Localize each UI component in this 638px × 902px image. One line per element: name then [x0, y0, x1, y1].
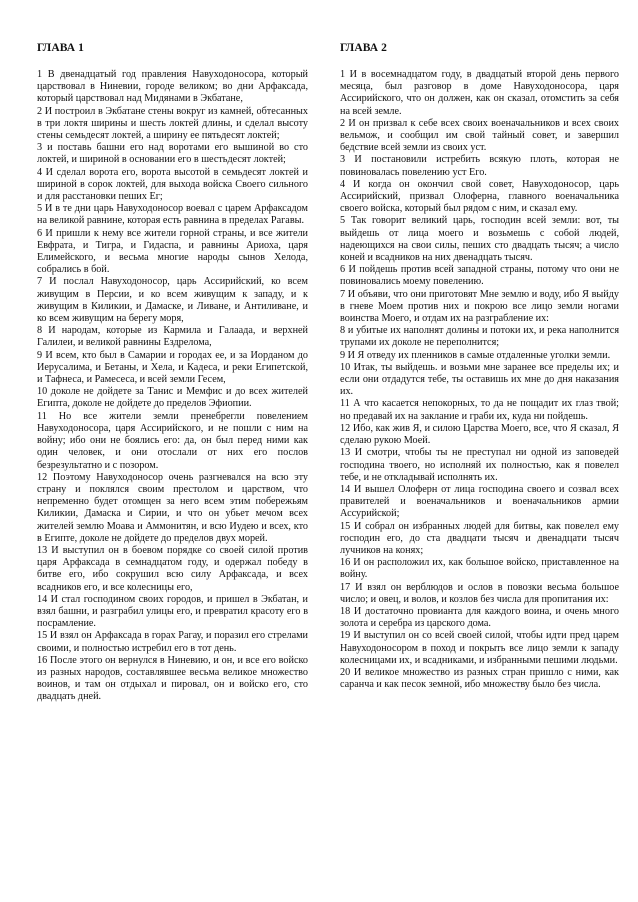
verse: 8 И народам, которые из Кармила и Галаада, и верхней Галилеи, и великой равнины Ездрелома, — [37, 325, 308, 349]
verse: 12 Ибо, как жив Я, и силою Царства Моего, все, что Я сказал, Я сделаю рукою Моей. — [340, 422, 619, 447]
verse: 2 И он призвал к себе всех своих военачальников и всех своих вельмож, и сообщил им свой тайный совет, и завершил бедствие всей земли из своих уст. — [340, 117, 619, 154]
verse: 13 И выступил он в боевом порядке со своей силой против царя Арфаксада в семнадцатом году, и одержал победу в битве его, ибо сокрушил всю силу Арфаксада, и всех всадников его, и все колесницы его, — [37, 544, 308, 593]
verse: 4 И когда он окончил свой совет, Навуходоносор, царь Ассирийский, призвал Олоферна, главного военачальника своего войска, который был рядом с ним, и сказал ему. — [340, 178, 619, 215]
verse: 1 В двенадцатый год правления Навуходоносора, который царствовал в Ниневии, городе великом; во дни Арфаксада, который царствовал над Мидянами в Экбатане, — [37, 69, 308, 105]
verse: 3 и поставь башни его над воротами его вышиной во сто локтей, и шириной в основании его в шестьдесят локтей; — [37, 142, 308, 166]
verse: 14 И вышел Олоферн от лица господина своего и созвал всех правителей и военачальников и военачальников армии Ассурийской; — [340, 483, 619, 520]
verse: 3 И постановили истребить всякую плоть, которая не повиновалась повелению уст Его. — [340, 154, 619, 178]
verse: 9 И всем, кто был в Самарии и городах ее, и за Иорданом до Иерусалима, и Бетаны, и Хела, и Кадеса, и реки Египетской, и Тафнеса, и Рамесеса, и всей земли Гесем, — [37, 349, 308, 386]
verse: 5 Так говорит великий царь, господин всей земли: вот, ты выйдешь от лица моего и возьмешь с собой людей, надеющихся на свои силы, пеших сто двадцать тысяч; а число коней и всадников на них двенадцать тысяч. — [340, 215, 619, 264]
verse: 4 И сделал ворота его, ворота высотой в семьдесят локтей и шириной в сорок локтей, для выхода войска Своего сильного и для расстановки пеших Ег; — [37, 166, 308, 203]
chapter-2-column — [340, 41, 619, 902]
verse: 6 И пойдешь против всей западной страны, потому что они не повиновались моему повелению. — [340, 264, 619, 288]
verse: 11 Но все жители земли пренебрегли повелением Навуходоносора, царя Ассирийского, и не пошли с ним на войну; ибо они не боялись его: да, он был перед ними как один человек, и они отослали от них его послов безрезультатно и с позором. — [37, 410, 308, 471]
verse: 1 И в восемнадцатом году, в двадцатый второй день первого месяца, был разговор в доме Навуходоносора, царя Ассирийского, что он должен, как он сказал, отомстить за себя на всей земле. — [340, 69, 619, 117]
chapter-1-text — [37, 69, 308, 704]
verse: 12 Поэтому Навуходоносор очень разгневался на всю эту страну и поклялся своим престолом и царством, что непременно будет отомщен за него всем этим побережьям Киликии, Дамаска и Сирии, и что он убьет мечом всех жителей землю Моава и Аммонитян, и всю Иудею и всех, кто в Египте, доколе не дойдете до пределов двух морей. — [37, 471, 308, 544]
verse: 19 И выступил он со всей своей силой, чтобы идти пред царем Навуходоносором в поход и покрыть все лицо земли к западу колесницами их, и всадниками, и избранными пешими людьми. — [340, 630, 619, 666]
chapter-1-title: ГЛАВА 1 — [37, 42, 85, 54]
verse: 17 И взял он верблюдов и ослов в повозки весьма большое число; и овец, и волов, и козлов без числа для пропитания их: — [340, 581, 619, 605]
verse: 15 И взял он Арфаксада в горах Рагау, и поразил его стрелами своими, и полностью истребил его в тот день. — [37, 630, 308, 654]
verse: 8 и убитые их наполнят долины и потоки их, и река наполнится трупами их доколе не переполнится; — [340, 325, 619, 349]
verse: 16 После этого он вернулся в Ниневию, и он, и все его войско из разных народов, составлявшее весьма великое множество воинов, и там он отдыхал и пировал, он и войско его, сто двадцать дней. — [37, 654, 308, 703]
chapter-2-title: ГЛАВА 2 — [340, 42, 388, 54]
verse: 11 А что касается непокорных, то да не пощадит их глаз твой; но предавай их на заклание и граби их, куда ни пойдешь. — [340, 398, 619, 422]
verse: 14 И стал господином своих городов, и пришел в Экбатан, и взял башни, и разграбил улицы его, и превратил красоту его в посрамление. — [37, 593, 308, 630]
verse: 7 И послал Навуходоносор, царь Ассирийский, ко всем живущим в Персии, и ко всем живущим к западу, и к живущим в Киликии, и Дамаске, и Ливане, и Антиливане, и ко всем живущим на берегу моря, — [37, 276, 308, 325]
chapter-2-text — [340, 69, 619, 691]
verse: 18 И достаточно провианта для каждого воина, и очень много золота и серебра из царского дома. — [340, 605, 619, 630]
chapter-1-column — [37, 41, 308, 902]
verse: 13 И смотри, чтобы ты не преступал ни одной из заповедей господина твоего, но исполняй их полностью, как я повелел тебе, и не откладывай исполнять их. — [340, 447, 619, 483]
verse: 16 И он расположил их, как большое войско, приставленное на войну. — [340, 557, 619, 581]
verse: 5 И в те дни царь Навуходоносор воевал с царем Арфаксадом на великой равнине, которая есть равнина в пределах Рагавы. — [37, 203, 308, 227]
verse: 7 И объяви, что они приготовят Мне землю и воду, ибо Я выйду в гневе Моем против них и покрою все лицо земли ногами воинства Моего, и отдам их на разграбление их: — [340, 288, 619, 325]
verse: 15 И собрал он избранных людей для битвы, как повелел ему господин его, до ста двадцати тысяч и двенадцати тысяч лучников на конях; — [340, 520, 619, 556]
verse: 6 И пришли к нему все жители горной страны, и все жители Евфрата, и Тигра, и Гидаспа, и равнины Ариоха, царя Елимейского, и весьма многие народы сынов Хелода, собрались в бой. — [37, 227, 308, 276]
verse: 10 Итак, ты выйдешь. и возьми мне заранее все пределы их; и если они отдадутся тебе, ты оставишь их мне до дня наказания их. — [340, 361, 619, 398]
verse: 10 доколе не дойдете за Танис и Мемфис и до всех жителей Египта, доколе не дойдете до пределов Эфиопии. — [37, 386, 308, 410]
verse: 9 И Я отведу их пленников в самые отдаленные уголки земли. — [340, 349, 611, 361]
verse: 20 И великое множество из разных стран пришло с ними, как саранча и как песок земной, ибо множеству было без числа. — [340, 666, 619, 691]
verse: 2 И построил в Экбатане стены вокруг из камней, обтесанных в три локтя ширины и шесть локтей длины, и сделал высоту стены семьдесят локтей, а ширину ее пятьдесят локтей; — [37, 105, 308, 142]
